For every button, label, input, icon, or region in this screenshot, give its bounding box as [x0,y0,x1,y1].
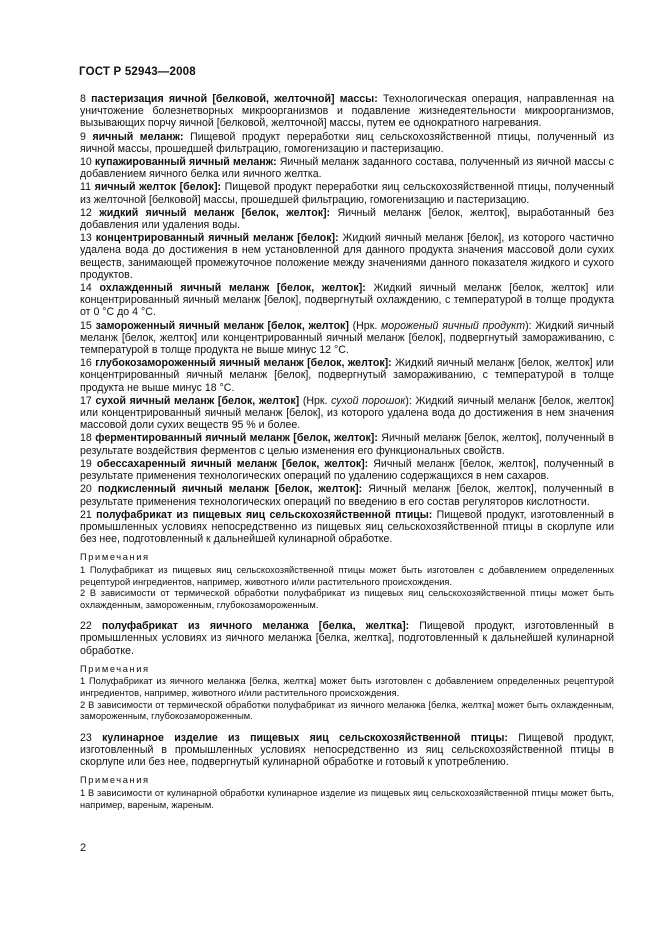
page-number: 2 [80,842,87,854]
term-17: 17 сухой яичный меланж [белок, желток] (Нрк. сухой порошок): Жидкий яичный меланж [белок, желток] или концентрированный яичный меланж [белок], из которого удалена вода до достижения в нем значения массовой доли сухих веществ 95 % и более. [80,394,614,432]
document-header: ГОСТ Р 52943—2008 [79,66,196,78]
document-body [80,93,614,820]
note-item: 1 Полуфабрикат из яичного меланжа [белка, желтка] может быть изготовлен с добавлением определенных рецептурой ингредиентов, например, животного и/или растительного происхождения. [80,676,614,699]
term-19: 19 обессахаренный яичный меланж [белок, желток]: Яичный меланж [белок, желток], полученный в результате применения технологических операций по удалению содержащихся в нем сахаров. [80,457,614,483]
term-23: 23 кулинарное изделие из пищевых яиц сельскохозяйственной птицы: Пищевой продукт, изготовленный в промышленных условиях непосредственно из яиц сельскохозяйственной птицы в скорлупе или без нее, подвергнутый кулинарной обработке и готовый к употреблению. [80,731,614,769]
notes-heading: Примечания [80,663,150,674]
notes-block-1 [80,552,614,611]
term-14: 14 охлажденный яичный меланж [белок, желток]: Жидкий яичный меланж [белок, желток] или концентрированный яичный меланж [белок], подвергнутый охлаждению, с температурой в толще продукта от 0 °С до 4 °С. [80,282,614,319]
term-10: 10 купажированный яичный меланж: Яичный меланж заданного состава, полученный из яичной массы с добавлением яичного белка или яичного желтка. [80,156,614,181]
term-12: 12 жидкий яичный меланж [белок, желток]: Яичный меланж [белок, желток], выработанный без добавления или удаления воды. [80,206,614,232]
term-16: 16 глубокозамороженный яичный меланж [белок, желток]: Жидкий яичный меланж [белок, желток] или концентрированный яичный меланж [белок], подвергнутый замораживанию, с температурой в толще продукта не выше минус 18 °С. [80,357,614,394]
note-item: 1 Полуфабрикат из пищевых яиц сельскохозяйственной птицы может быть изготовлен с добавлением определенных рецептурой ингредиентов, например, животного и/или растительного происхождения. [80,564,614,587]
term-18: 18 ферментированный яичный меланж [белок, желток]: Яичный меланж [белок, желток], полученный в результате воздействия ферментов с целью изменения его функциональных свойств. [80,432,615,457]
term-21: 21 полуфабрикат из пищевых яиц сельскохозяйственной птицы: Пищевой продукт, изготовленный в промышленных условиях непосредственно из пищевых яиц сельскохозяйственной птицы в скорлупе или без нее, подготовленный к дальнейшей кулинарной обработке. [80,508,614,546]
note-item: 1 В зависимости от кулинарной обработки кулинарное изделие из пищевых яиц сельскохозяйственной птицы может быть, например, вареным, жареным. [80,788,614,810]
term-11: 11 яичный желток [белок]: Пищевой продукт переработки яиц сельскохозяйственной птицы, полученный из желточной [белковой] массы, прошедшей фильтрацию, гомогенизацию и пастеризацию. [80,181,614,206]
note-item: 2 В зависимости от термической обработки полуфабрикат из яичного меланжа [белка, желтка] может быть охлажденным, замороженным, глубокозамороженным. [80,699,614,722]
term-8: 8 пастеризация яичной [белковой, желточной] массы: Технологическая операция, направленная на уничтожение болезнетворных микроорганизмов и подавление жизнедеятельности микроорганизмов, вызывающих порчу яичной [белковой, желточной] массы, путем ее однократного нагревания. [80,93,614,130]
notes-heading: Примечания [80,552,150,563]
notes-block-2 [80,664,614,723]
term-9: 9 яичный меланж: Пищевой продукт переработки яиц сельскохозяйственной птицы, полученный из яичной массы, прошедшей фильтрацию, гомогенизацию и пастеризацию. [80,130,614,155]
term-15: 15 замороженный яичный меланж [белок, желток] (Нрк. мороженый яичный продукт): Жидкий яичный меланж [белок, желток] или концентрированный яичный меланж [белок], подвергнутый замораживанию, с температурой в толще продукта не выше минус 12 °С. [80,319,614,357]
term-22: 22 полуфабрикат из яичного меланжа [белка, желтка]: Пищевой продукт, изготовленный в промышленных условиях из яичного меланжа [белка, желтка], подготовленный к дальнейшей кулинарной обработке. [80,620,614,657]
notes-block-3 [80,775,614,811]
note-item: 2 В зависимости от термической обработки полуфабрикат из пищевых яиц сельскохозяйственной птицы может быть охлажденным, замороженным, глубокозамороженным. [80,588,614,610]
notes-heading: Примечания [80,775,150,786]
term-20: 20 подкисленный яичный меланж [белок, желток]: Яичный меланж [белок, желток], полученный в результате применения технологических операций по введению в его состав регуляторов кислотности. [80,483,614,508]
term-13: 13 концентрированный яичный меланж [белок]: Жидкий яичный меланж [белок], из которого частично удалена вода до достижения в нем установленной для данного продукта значения массовой доли сухих веществ, занимающей промежуточное положение между значениями данного показателя жидкого и сухого продуктов. [80,232,614,281]
